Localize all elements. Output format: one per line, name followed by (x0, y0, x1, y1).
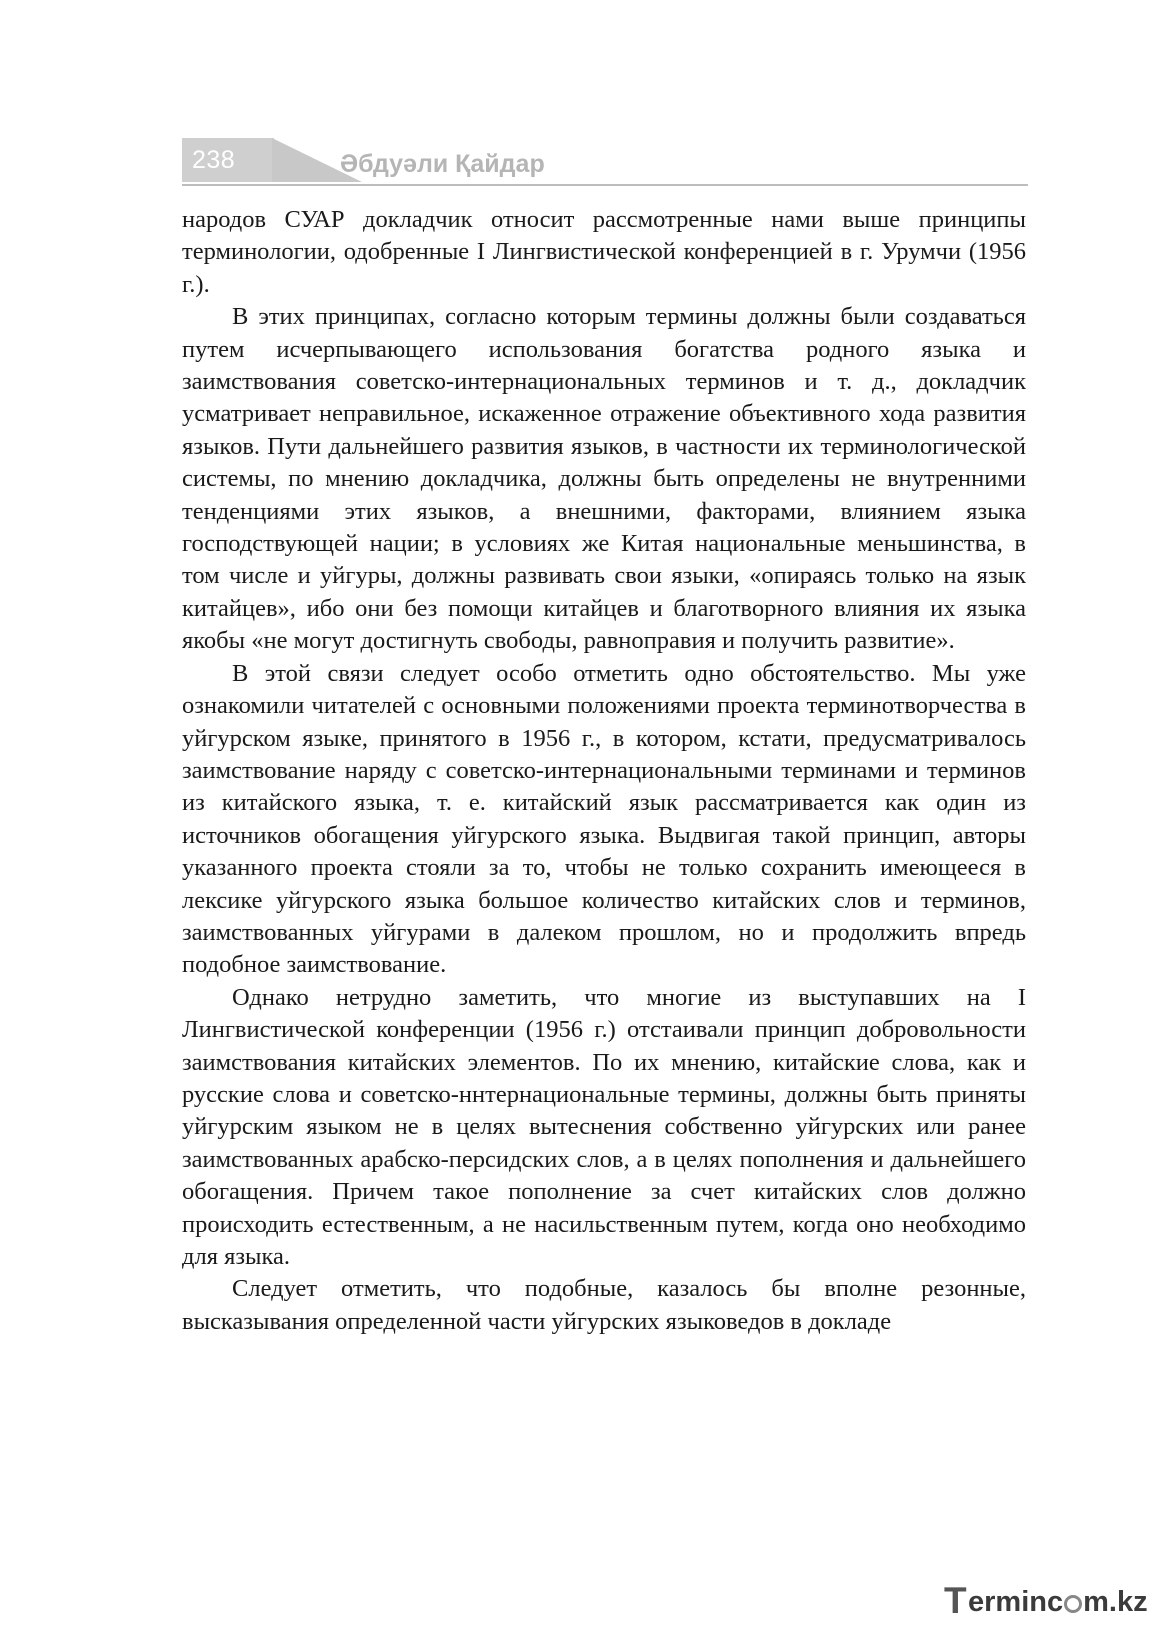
watermark-domain: m.kz (1083, 1586, 1148, 1618)
paragraph-1: народов СУАР докладчик относит рассмотренные нами выше принципы терминологии, одобренные I Лингвистической конференцией в г. Урумчи (1956 г.). (182, 206, 1026, 298)
header-rule (182, 184, 1028, 186)
paragraph-4: Однако нетрудно заметить, что многие из выступавших на I Лингвистической конференции (1956 г.) отстаивали принцип добровольности заимствования китайских элементов. По их мнению, китайские слова, как и русские слова и советско-ннтернациональные термины, должны быть приняты уйгурским языком не в целях вытеснения собственно уйгурских или ранее заимствованных арабско-персидских слов, а в целях пополнения и дальнейшего обогащения. Причем такое пополнение за счет китайских слов должно происходить естественным, а не насильственным путем, когда оно необходимо для языка. (182, 983, 1026, 1270)
paragraph-5: Следует отметить, что подобные, казалось бы вполне резонные, высказывания определенной части уйгурских языковедов в докладе (182, 1275, 1026, 1335)
termincom-watermark-logo (944, 1580, 1148, 1624)
watermark-o-magnifier-icon (1064, 1595, 1082, 1613)
running-header-author: Әбдуәли Қайдар (340, 150, 545, 178)
paragraph-3: В этой связи следует особо отметить одно обстоятельство. Мы уже ознакомили читателей с основными положениями проекта терминотворчества в уйгурском языке, принятого в 1956 г., в котором, кстати, предусматривалось заимствование наряду с советско-интернациональными терминами и терминов из китайского языка, т. е. китайский язык рассматривается как один из источников обогащения уйгурского языка. Выдвигая такой принцип, авторы указанного проекта стояли за то, чтобы не только сохранить имеющееся в лексике уйгурского языка большое количество китайских слов и терминов, заимствованных уйгурами в далеком прошлом, но и продолжить впредь подобное заимствование. (182, 659, 1026, 979)
running-header (182, 138, 1028, 190)
paragraph-2: В этих принципах, согласно которым термины должны были создаваться путем исчерпывающего использования богатства родного языка и заимствования советско-интернациональных терминов и т. д., докладчик усматривает неправильное, искаженное отражение объективного хода развития языков. Пути дальнейшего развития языков, в частности их терминологической системы, по мнению докладчика, должны быть определены не внутренними тенденциями этих языков, а внешними, факторами, влиянием языка господствующей нации; в условиях же Китая национальные меньшинства, в том числе и уйгуры, должны развивать свои языки, «опираясь только на язык китайцев», ибо они без помощи китайцев и благотворного влияния их языка якобы «не могут достигнуть свободы, равноправия и получить развитие». (182, 303, 1026, 655)
page-number: 238 (192, 146, 236, 174)
watermark-mid: erminc (968, 1586, 1064, 1618)
watermark-t-letter: T (944, 1580, 967, 1621)
body-text (182, 204, 1026, 1338)
watermark-text (968, 1586, 1148, 1619)
